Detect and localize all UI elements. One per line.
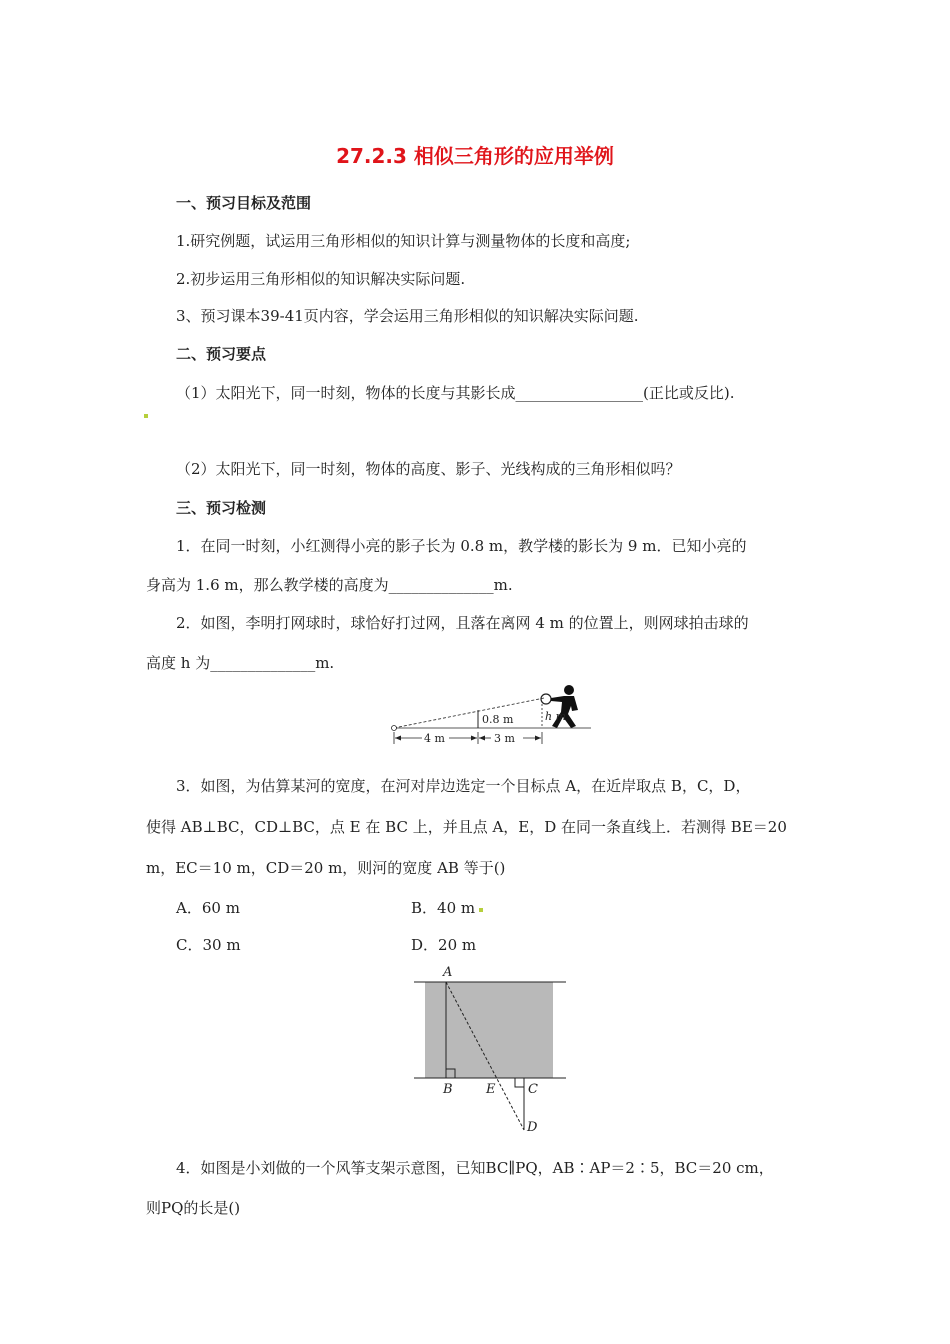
s2-item-1: （1）太阳光下，同一时刻，物体的长度与其影长成_________________(正比或反比). <box>176 384 735 402</box>
river-figure <box>400 962 580 1138</box>
page-title: 27.2.3 相似三角形的应用举例 <box>336 144 614 168</box>
distance-3m-label: 3 m <box>494 732 515 745</box>
section-2-heading: 二、预习要点 <box>176 345 267 363</box>
label-e: E <box>486 1082 496 1097</box>
section-3-heading: 三、预习检测 <box>176 499 267 517</box>
s2-item-2: （2）太阳光下，同一时刻，物体的高度、影子、光线构成的三角形相似吗？ <box>176 460 681 478</box>
label-a: A <box>443 965 453 980</box>
distance-4m-label: 4 m <box>424 732 445 745</box>
option-a: A．60 m <box>176 899 240 917</box>
s1-item-1: 1.研究例题，试运用三角形相似的知识计算与测量物体的长度和高度; <box>176 232 631 250</box>
q4-line-2: 则PQ的长是() <box>146 1199 241 1217</box>
q2-line-2: 高度 h 为______________m. <box>146 654 335 672</box>
option-d: D．20 m <box>411 936 477 954</box>
stray-mark <box>144 414 148 418</box>
net-height-label: 0.8 m <box>482 713 514 726</box>
q3-line-1: 3．如图，为估算某河的宽度，在河对岸边选定一个目标点 A，在近岸取点 B，C，D， <box>176 777 751 795</box>
q3-line-3: m，EC＝10 m，CD＝20 m，则河的宽度 AB 等于() <box>146 859 506 877</box>
s1-item-2: 2.初步运用三角形相似的知识解决实际问题. <box>176 270 466 288</box>
ball-path <box>394 698 544 728</box>
q1-line-2: 身高为 1.6 m，那么教学楼的高度为______________m. <box>146 576 513 594</box>
racket-icon <box>541 694 551 704</box>
label-d: D <box>527 1120 538 1135</box>
s1-item-3: 3、预习课本39-41页内容，学会运用三角形相似的知识解决实际问题. <box>176 307 639 325</box>
ball-landing-point <box>392 726 397 731</box>
stray-mark <box>479 908 483 912</box>
q1-line-1: 1．在同一时刻，小红测得小亮的影子长为 0.8 m，教学楼的影长为 9 m．已知小亮的 <box>176 537 747 555</box>
q3-line-2: 使得 AB⊥BC，CD⊥BC，点 E 在 BC 上，并且点 A，E，D 在同一条直线上．若测得 BE＝20 <box>146 818 787 836</box>
label-b: B <box>443 1082 453 1097</box>
h-label: h m <box>545 710 567 723</box>
section-1-heading: 一、预习目标及范围 <box>176 194 312 212</box>
right-angle-c <box>515 1078 524 1087</box>
q2-line-1: 2．如图，李明打网球时，球恰好打过网，且落在离网 4 m 的位置上，则网球拍击球的 <box>176 614 749 632</box>
tennis-figure <box>386 680 602 750</box>
option-c: C．30 m <box>176 936 241 954</box>
option-b: B．40 m <box>411 899 476 917</box>
q4-line-1: 4．如图是小刘做的一个风筝支架示意图，已知BC∥PQ，AB∶AP＝2∶5，BC＝20 cm， <box>176 1159 774 1177</box>
label-c: C <box>528 1082 538 1097</box>
